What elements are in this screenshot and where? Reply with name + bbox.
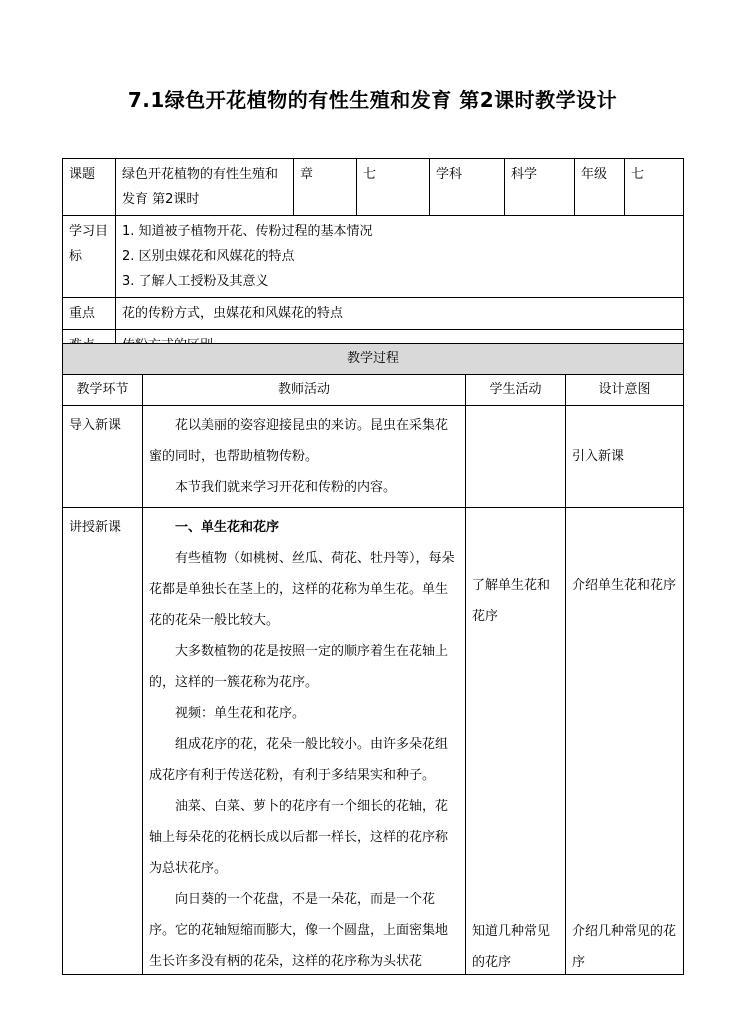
- goal-item: 3. 了解人工授粉及其意义: [122, 274, 269, 289]
- chapter-label: 章: [294, 159, 357, 216]
- intro-purpose: 引入新课: [566, 406, 684, 508]
- teaching-process-table: [62, 343, 684, 975]
- lecture-student-activity: [466, 508, 566, 975]
- lecture-paragraph: 有些植物（如桃树、丝瓜、荷花、牡丹等），每朵花都是单独长在茎上的，这样的花称为单生花。单生花的花朵一般比较大。: [149, 551, 455, 628]
- key-value: 花的传粉方式，虫媒花和风媒花的特点: [116, 298, 684, 330]
- lecture-row: [63, 508, 684, 975]
- column-header-row: [63, 375, 684, 406]
- lecture-paragraph: 组成花序的花，花朵一般比较小。由许多朵花组成花序有利于传送花粉，有利于多结果实和种子。: [149, 737, 449, 783]
- intro-student-activity: [466, 406, 566, 508]
- lecture-paragraph: 向日葵的一个花盘，不是一朵花，而是一个花序。它的花轴短缩而膨大，像一个圆盘，上面密集地生长许多没有柄的花朵，这样的花序称为头状花: [149, 892, 449, 969]
- chapter-value: 七: [357, 159, 430, 216]
- goals-row: [63, 216, 684, 298]
- document-title: 7.1绿色开花植物的有性生殖和发育 第2课时教学设计: [127, 88, 618, 112]
- process-heading: 教学过程: [63, 344, 684, 375]
- lecture-teacher-activity: [143, 508, 466, 975]
- intro-stage: 导入新课: [63, 406, 143, 508]
- topic-row: [63, 159, 684, 216]
- lecture-stage: 讲授新课: [63, 508, 143, 975]
- intro-row: [63, 406, 684, 508]
- goal-item: 2. 区别虫媒花和风媒花的特点: [122, 249, 295, 264]
- intro-paragraph: 本节我们就来学习开花和传粉的内容。: [175, 480, 397, 495]
- intro-paragraph: 花以美丽的姿容迎接昆虫的来访。昆虫在采集花蜜的同时，也帮助植物传粉。: [149, 418, 449, 464]
- student-activity-2: 知道几种常见的花序: [472, 924, 551, 970]
- goals-list: [116, 216, 684, 298]
- grade-value: 七: [625, 159, 684, 216]
- lecture-purpose: [566, 508, 684, 975]
- topic-label: 课题: [63, 159, 116, 216]
- purpose-1: 介绍单生花和花序: [572, 578, 677, 593]
- subject-value: 科学: [505, 159, 575, 216]
- section-title: 一、单生花和花序: [175, 520, 280, 535]
- grade-label: 年级: [575, 159, 625, 216]
- column-header-stage: 教学环节: [63, 375, 143, 406]
- goals-label: 学习目标: [63, 216, 116, 298]
- column-header-student: 学生活动: [466, 375, 566, 406]
- lecture-paragraph: 视频：单生花和花序。: [175, 706, 306, 721]
- purpose-2: 介绍几种常见的花序: [572, 924, 677, 970]
- key-label: 重点: [63, 298, 116, 330]
- column-header-teacher: 教师活动: [143, 375, 466, 406]
- lecture-paragraph: 油菜、白菜、萝卜的花序有一个细长的花轴，花轴上每朵花的花柄长成以后都一样长，这样的花序称为总状花序。: [149, 799, 449, 876]
- intro-teacher-activity: [143, 406, 466, 508]
- column-header-purpose: 设计意图: [566, 375, 684, 406]
- topic-value: 绿色开花植物的有性生殖和发育 第2课时: [116, 159, 294, 216]
- lecture-paragraph: 大多数植物的花是按照一定的顺序着生在花轴上的，这样的一簇花称为花序。: [149, 644, 449, 690]
- subject-label: 学科: [430, 159, 505, 216]
- process-heading-row: [63, 344, 684, 375]
- key-row: [63, 298, 684, 330]
- student-activity-1: 了解单生花和花序: [472, 578, 551, 624]
- lesson-info-table: [62, 158, 684, 362]
- goal-item: 1. 知道被子植物开花、传粉过程的基本情况: [122, 224, 373, 239]
